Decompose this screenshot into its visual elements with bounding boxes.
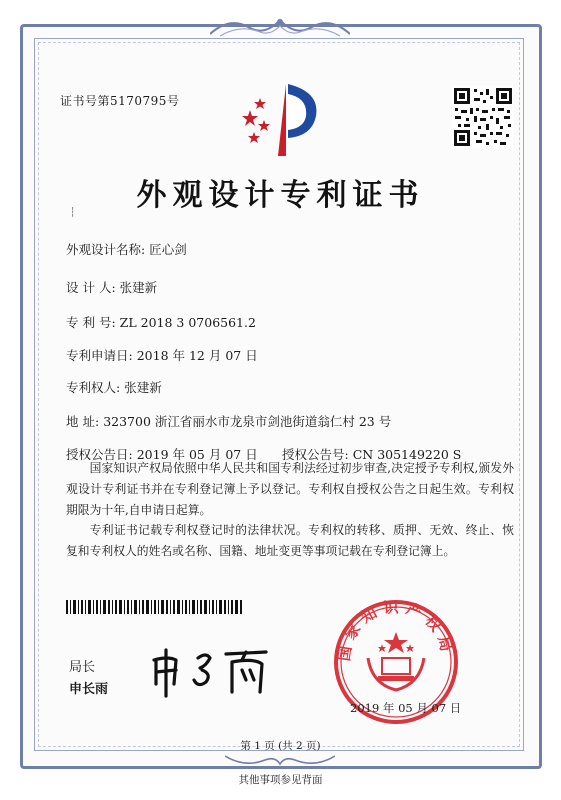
field-label: 设 计 人: [66,280,116,295]
svg-text:国家知识产权局: 国家知识产权局 [335,598,457,663]
field-designer [66,278,157,296]
field-patent-number [66,313,256,331]
field-value: 323700 浙江省丽水市龙泉市剑池街道翁仁村 23 号 [103,414,392,429]
field-label: 地 址: [66,414,100,429]
cnipa-logo-icon [238,80,328,160]
page-number: 第 1 页 (共 2 页) [240,740,321,752]
top-ornament-icon [210,14,350,40]
bottom-ornament-icon [225,752,335,770]
field-value: 张建新 [119,280,158,295]
certificate-title: 外观设计专利证书 [136,178,425,213]
qr-code-icon [452,86,514,148]
director-name: 申长雨 [69,682,109,697]
field-value: 2018 年 12 月 07 日 [136,348,258,363]
field-value: ZL 2018 3 0706561.2 [119,315,256,330]
field-label: 专 利 号: [66,315,116,330]
footer-note: 其他事项参见背面 [238,774,323,786]
field-label: 外观设计名称: [66,242,146,257]
field-design-name [66,240,187,258]
certificate-number: 证书号第5170795号 [60,94,180,108]
director-title: 局长 [69,660,96,675]
field-address [66,412,391,430]
field-value: 2019 年 05 月 07 日 [136,447,258,462]
field-label: 授权公告号: [282,447,349,462]
field-value: 张建新 [124,380,162,395]
barcode-icon [66,600,244,614]
field-label: 专利权人: [66,380,121,395]
small-mark: ┆ [70,208,76,218]
field-value: CN 305149220 S [352,447,462,462]
body-paragraph-1: 国家知识产权局依照中华人民共和国专利法经过初步审查,决定授予专利权,颁发外观设计专利证书并在专利登记簿上予以登记。专利权自授权公告之日起生效。专利权期限为十年,自申请日起算。 [66,461,514,517]
field-value: 匠心剑 [149,242,187,257]
field-patentee [66,378,162,396]
field-label: 授权公告日: [66,447,133,462]
handwritten-signature-icon [146,640,286,700]
field-label: 专利申请日: [66,348,133,363]
seal-date: 2019 年 05 月 07 日 [350,701,462,715]
field-filing-date [66,346,258,364]
body-paragraph-2: 专利证书记载专利权登记时的法律状况。专利权的转移、质押、无效、终止、恢复和专利权人的姓名或名称、国籍、地址变更等事项记载在专利登记簿上。 [66,523,514,558]
